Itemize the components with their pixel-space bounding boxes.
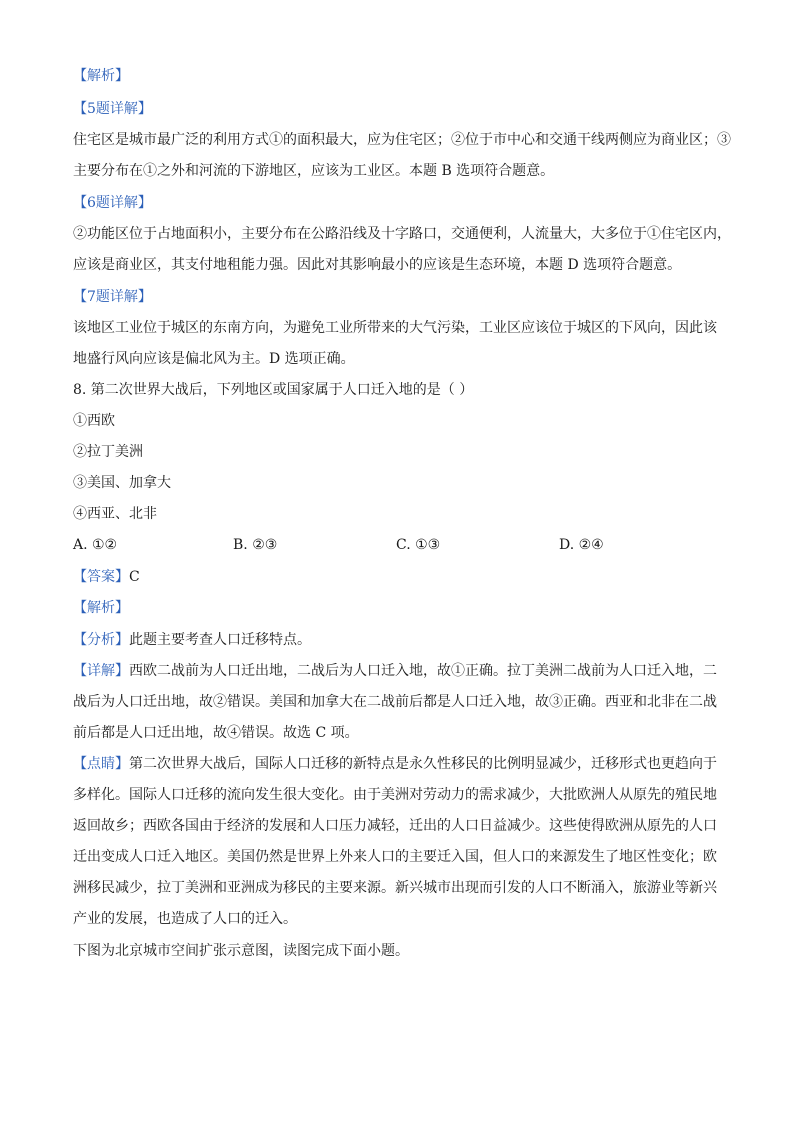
xiangjie-text-1: 西欧二战前为人口迁出地，二战后为人口迁入地，故①正确。拉丁美洲二战前为人口迁入地，二: [129, 663, 717, 679]
q5-detail-line-1: 住宅区是城市最广泛的利用方式①的面积最大，应为住宅区；②位于市中心和交通干线两侧应为商业区；③: [73, 132, 731, 148]
dianjing-line-1: [73, 755, 717, 773]
q8-option-a: A. ①②: [73, 537, 118, 553]
q6-detail-line-2: 应该是商业区，其支付地租能力强。因此对其影响最小的应该是生态环境，本题 D 选项符合题意。: [73, 257, 682, 273]
analysis-heading: 【解析】: [73, 68, 129, 84]
dianjing-line-4: 迁出变成人口迁入地区。美国仍然是世界上外来人口的主要迁入国，但人口的来源发生了地区性变化；欧: [73, 849, 717, 865]
dianjing-line-5: 洲移民减少，拉丁美洲和亚洲成为移民的主要来源。新兴城市出现而引发的人口不断涌入，旅游业等新兴: [73, 880, 717, 896]
dianjing-tag: 【点睛】: [73, 756, 129, 772]
analysis-heading-2: 【解析】: [73, 600, 129, 616]
dianjing-line-3: 返回故乡；西欧各国由于经济的发展和人口压力减轻，迁出的人口日益减少。这些使得欧洲从原先的人口: [73, 818, 717, 834]
q8-item-2: ②拉丁美洲: [73, 444, 143, 460]
q8-stem: 8. 第二次世界大战后，下列地区或国家属于人口迁入地的是（ ）: [73, 382, 474, 398]
q8-item-4: ④西亚、北非: [73, 506, 157, 522]
q7-detail-line-1: 该地区工业位于城区的东南方向，为避免工业所带来的大气污染，工业区应该位于城区的下风向，因此该: [73, 320, 717, 336]
q8-option-b: B. ②③: [233, 537, 278, 553]
fenxi-text: 此题主要考查人口迁移特点。: [129, 632, 311, 648]
xiangjie-line-3: 前后都是人口迁出地，故④错误。故选 C 项。: [73, 725, 359, 741]
fenxi-line: [73, 631, 311, 649]
answer-line: [73, 568, 140, 586]
dianjing-text-1: 第二次世界大战后，国际人口迁移的新特点是永久性移民的比例明显减少，迁移形式也更趋向于: [129, 756, 717, 772]
answer-tag: 【答案】: [73, 569, 129, 585]
xiangjie-line-2: 战后为人口迁出地，故②错误。美国和加拿大在二战前后都是人口迁入地，故③正确。西亚和北非在二战: [73, 694, 717, 710]
q8-item-3: ③美国、加拿大: [73, 475, 171, 491]
answer-value: C: [129, 569, 140, 585]
q5-detail-heading: 【5题详解】: [73, 101, 152, 117]
q6-detail-heading: 【6题详解】: [73, 195, 152, 211]
xiangjie-tag: 【详解】: [73, 663, 129, 679]
xiangjie-line-1: [73, 662, 717, 680]
q8-item-1: ①西欧: [73, 413, 115, 429]
fenxi-tag: 【分析】: [73, 632, 129, 648]
q5-detail-line-2: 主要分布在①之外和河流的下游地区，应该为工业区。本题 B 选项符合题意。: [73, 163, 555, 179]
next-question-intro: 下图为北京城市空间扩张示意图，读图完成下面小题。: [73, 943, 409, 959]
q7-detail-line-2: 地盛行风向应该是偏北风为主。D 选项正确。: [73, 351, 355, 367]
q6-detail-line-1: ②功能区位于占地面积小，主要分布在公路沿线及十字路口，交通便利，人流量大，大多位于①住宅区内，: [73, 226, 731, 242]
q8-option-c: C. ①③: [396, 537, 441, 553]
dianjing-line-6: 产业的发展，也造成了人口的迁入。: [73, 911, 297, 927]
q8-option-d: D. ②④: [559, 537, 604, 553]
q7-detail-heading: 【7题详解】: [73, 289, 152, 305]
dianjing-line-2: 多样化。国际人口迁移的流向发生很大变化。由于美洲对劳动力的需求减少，大批欧洲人从原先的殖民地: [73, 787, 717, 803]
